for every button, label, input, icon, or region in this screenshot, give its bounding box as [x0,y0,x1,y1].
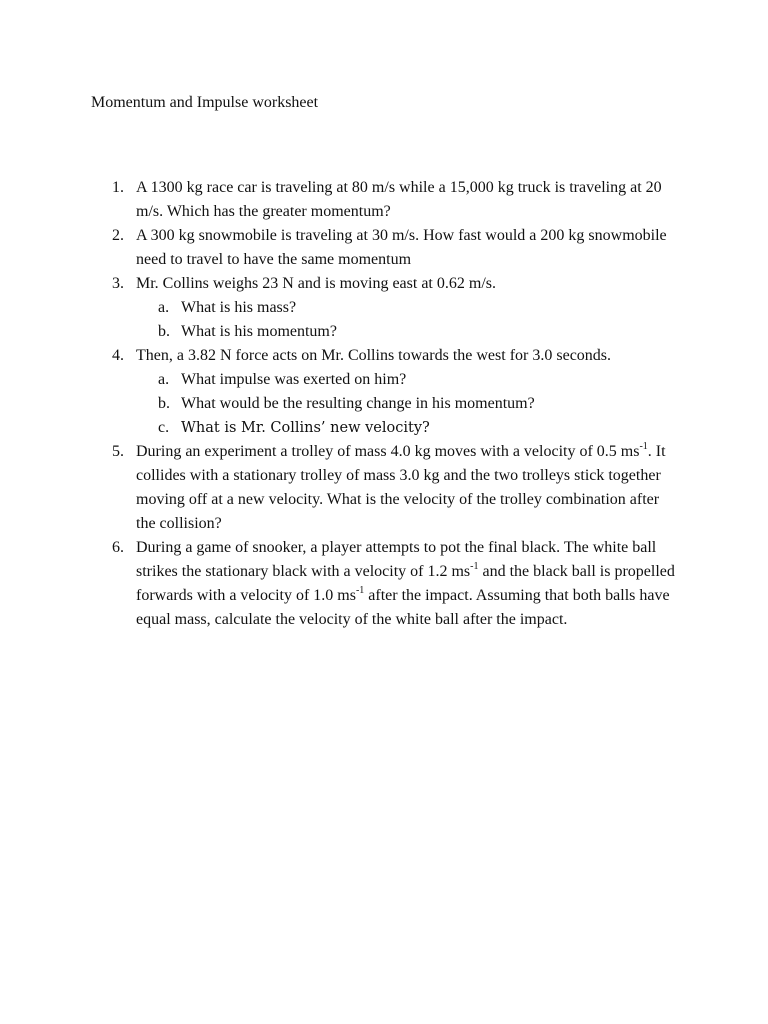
question-text: Mr. Collins weighs 23 N and is moving east at 0.62 m/s. [136,275,496,292]
question-number: 4. [112,347,124,364]
question-list [0,176,768,632]
question-2 [0,224,676,272]
subquestion-4b [136,392,676,416]
subquestion-list [136,368,676,440]
subquestion-letter: c. [158,419,170,436]
question-1 [0,176,676,224]
worksheet-title: Momentum and Impulse worksheet [91,94,319,111]
subquestion-letter: b. [158,323,170,340]
unit-exponent: -1 [355,584,365,596]
question-text-part: During an experiment a trolley of mass 4.0 kg moves with a velocity of 0.5 ms [136,443,640,460]
subquestion-text: What is Mr. Collins’ new velocity? [181,420,430,436]
question-number: 6. [112,539,124,556]
subquestion-4c [136,416,676,440]
question-text-part: after the impact. Assuming that both balls have equal mass, calculate the velocity of the white ball after the impact. [136,587,670,628]
subquestion-3a [136,296,676,320]
question-number: 3. [112,275,124,292]
question-number: 2. [112,227,124,244]
subquestion-text: What impulse was exerted on him? [181,371,407,388]
unit-exponent: -1 [639,440,648,452]
subquestion-text: What is his mass? [181,299,297,316]
subquestion-text: What is his momentum? [181,323,337,340]
question-text: A 1300 kg race car is traveling at 80 m/s while a 15,000 kg truck is traveling at 20 m/s. Which has the greater momentum? [136,179,662,220]
subquestion-4a [136,368,676,392]
question-number: 5. [112,443,124,460]
question-text-part: and the black ball is propelled forwards with a velocity of 1.0 ms [136,563,675,604]
unit-exponent: -1 [470,560,479,572]
subquestion-list [136,296,676,344]
question-6 [0,536,676,632]
question-3 [0,272,676,344]
subquestion-letter: a. [158,299,170,316]
subquestion-letter: a. [158,371,170,388]
subquestion-text: What would be the resulting change in his momentum? [181,395,535,412]
question-text-part: During a game of snooker, a player attempts to pot the final black. The white ball strikes the stationary black with a velocity of 1.2 ms [136,539,657,580]
question-4 [0,344,676,440]
subquestion-3b [136,320,676,344]
question-5 [0,440,676,536]
question-text: Then, a 3.82 N force acts on Mr. Collins towards the west for 3.0 seconds. [136,347,612,364]
question-text-part: . It collides with a stationary trolley of mass 3.0 kg and the two trolleys stick together moving off at a new velocity. What is the velocity of the trolley combination after the collision? [136,443,666,532]
question-number: 1. [112,179,124,196]
question-text: A 300 kg snowmobile is traveling at 30 m/s. How fast would a 200 kg snowmobile need to travel to have the same momentum [136,227,667,268]
subquestion-letter: b. [158,395,170,412]
